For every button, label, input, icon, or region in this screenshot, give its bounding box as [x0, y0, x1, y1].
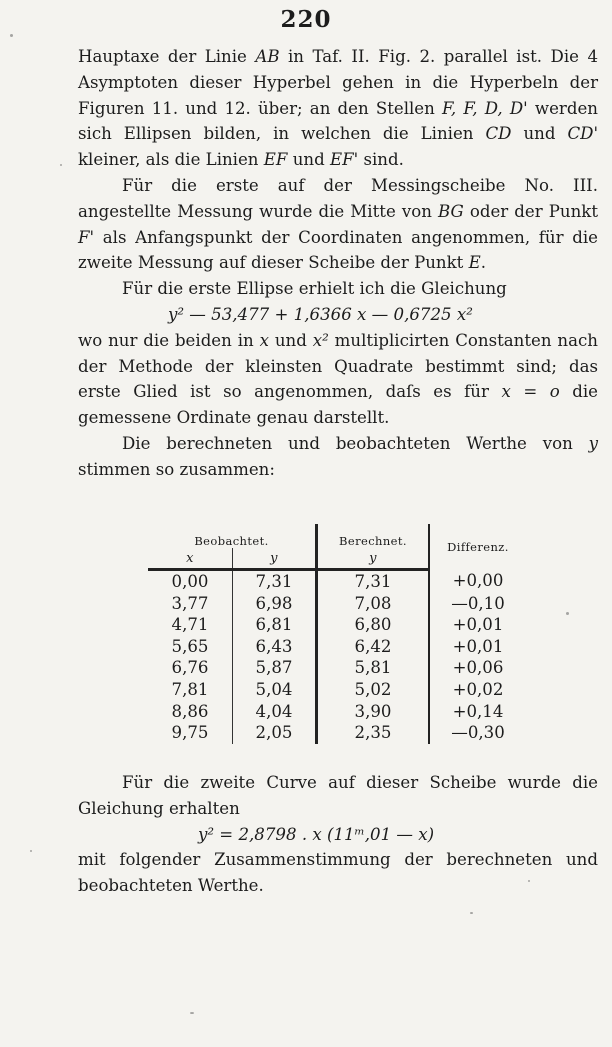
math-run: EF: [263, 150, 288, 170]
cell-x: 9,75: [171, 723, 209, 743]
cell-difference: —0,30: [429, 722, 526, 744]
ink-speck: [190, 1012, 194, 1014]
text-run: in Taf. II. Fig. 2. parallel ist. Die 4 Asymptoten dieser Hyperbel gehen in die Hyperbeln der Figuren 11. und 12. über; an den Stellen: [78, 47, 598, 118]
text-run: kleiner, als die Linien: [78, 150, 264, 170]
cell-difference: —0,10: [429, 593, 526, 615]
paragraph-1: [78, 44, 598, 173]
data-table: [148, 524, 526, 744]
cell-y-calculated: 7,31: [317, 570, 430, 593]
paragraph-4: [78, 328, 598, 431]
cell-y-calculated: 7,08: [317, 593, 430, 615]
text-run: Hauptaxe der Linie: [78, 47, 256, 66]
text-run: und: [268, 330, 313, 350]
text-run: .: [480, 253, 487, 273]
table-row: [148, 722, 526, 744]
header-difference: Differenz.: [429, 524, 526, 570]
cell-y-calculated: 6,80: [317, 614, 430, 636]
cell-y-calculated: 3,90: [317, 701, 430, 723]
cell-y-observed: 6,98: [233, 593, 317, 615]
cell-y-calculated: 5,81: [317, 657, 430, 679]
text-run: werden sich Ellipsen bilden, in welchen die Linien: [78, 98, 598, 144]
cell-y-observed: 6,81: [233, 614, 317, 636]
math-run: F': [78, 227, 95, 247]
ink-speck: [566, 612, 569, 615]
subheader-x: x: [148, 548, 233, 570]
table-row: [148, 570, 526, 593]
equation-1: y² — 53,477 + 1,6366 x — 0,6725 x²: [168, 304, 473, 324]
body-text: [78, 44, 598, 483]
cell-y-observed: 5,87: [233, 657, 317, 679]
cell-y-observed: 2,05: [233, 722, 317, 744]
math-run: EF': [329, 150, 359, 170]
ink-speck: [10, 34, 13, 37]
math-run: E: [468, 253, 481, 273]
paragraph-3: Für die erste Ellipse erhielt ich die Gleichung: [122, 279, 507, 299]
cell-y-observed: 6,43: [233, 636, 317, 658]
table-row: [148, 614, 526, 636]
cell-difference: +0,14: [429, 701, 526, 723]
paragraph-7: mit folgender Zusammenstimmung der berechneten und beobachteten Werthe.: [78, 850, 598, 896]
cell-x: 4,71: [171, 615, 209, 635]
cell-difference: +0,01: [429, 614, 526, 636]
cell-x: 3,77: [171, 593, 209, 613]
header-calculated: Berechnet.: [317, 524, 430, 548]
subheader-y-observed: y: [233, 548, 317, 570]
cell-y-calculated: 6,42: [317, 636, 430, 658]
cell-x: 6,76: [171, 658, 209, 678]
text-run: multiplicirten Constanten nach der Methode der kleinsten Quadrate bestimmt sind; das erste Glied ist so angenommen, daſs es für: [78, 330, 598, 402]
math-run: y: [588, 433, 598, 453]
math-run: CD: [485, 124, 512, 144]
table-row: [148, 593, 526, 615]
math-run: x²: [312, 330, 329, 350]
paragraph-2: [78, 173, 598, 276]
text-run: Die berechneten und beobachteten Werthe von: [122, 433, 589, 453]
cell-difference: +0,06: [429, 657, 526, 679]
text-run: sind.: [358, 150, 404, 170]
math-run: CD': [567, 124, 599, 144]
subheader-y-calculated: y: [317, 548, 430, 570]
text-run: die gemessene Ordinate genau darstellt.: [78, 382, 599, 428]
text-run: als Anfangspunkt der Coordinaten angenommen, für die zweite Messung auf dieser Scheibe der Punkt: [78, 227, 598, 273]
cell-y-observed: 4,04: [233, 701, 317, 723]
ink-speck: [470, 912, 473, 914]
text-run: wo nur die beiden in: [78, 330, 260, 350]
text-run: oder der Punkt: [463, 201, 598, 221]
math-run: x: [259, 330, 269, 350]
ink-speck: [528, 880, 530, 882]
cell-y-observed: 7,31: [233, 570, 317, 593]
header-observed: Beobachtet.: [194, 534, 269, 548]
table-body: [148, 570, 526, 744]
text-run: stimmen so zusammen:: [78, 459, 275, 479]
text-run: und: [287, 150, 330, 170]
paragraph-6: Für die zweite Curve auf dieser Scheibe wurde die Gleichung erhalten: [78, 773, 598, 818]
ink-speck: [30, 850, 32, 852]
cell-y-calculated: 2,35: [317, 722, 430, 744]
cell-x: 0,00: [171, 572, 209, 591]
table-row: [148, 679, 526, 701]
cell-difference: +0,00: [429, 570, 526, 593]
text-run: und: [511, 124, 568, 144]
cell-difference: +0,01: [429, 636, 526, 658]
cell-y-observed: 5,04: [233, 679, 317, 701]
cell-y-calculated: 5,02: [317, 679, 430, 701]
paragraph-5: [78, 431, 598, 483]
math-run: F, F, D, D': [441, 98, 528, 118]
table-row: [148, 657, 526, 679]
page-number: 220: [280, 6, 332, 33]
ink-speck: [60, 164, 62, 166]
cell-x: 8,86: [171, 701, 209, 721]
table-row: [148, 636, 526, 658]
math-run: BG: [437, 201, 464, 221]
body-text-lower: [78, 770, 598, 899]
math-run: AB: [255, 47, 280, 66]
math-run: x = o: [501, 382, 560, 402]
cell-x: 5,65: [171, 636, 209, 656]
text-run: Für die erste auf der Messingscheibe No. III. angestellte Messung wurde die Mitte von: [78, 175, 598, 221]
equation-2: y² = 2,8798 . x (11ᵐ,01 — x): [198, 824, 435, 844]
cell-x: 7,81: [171, 679, 209, 699]
cell-difference: +0,02: [429, 679, 526, 701]
table-row: [148, 701, 526, 723]
